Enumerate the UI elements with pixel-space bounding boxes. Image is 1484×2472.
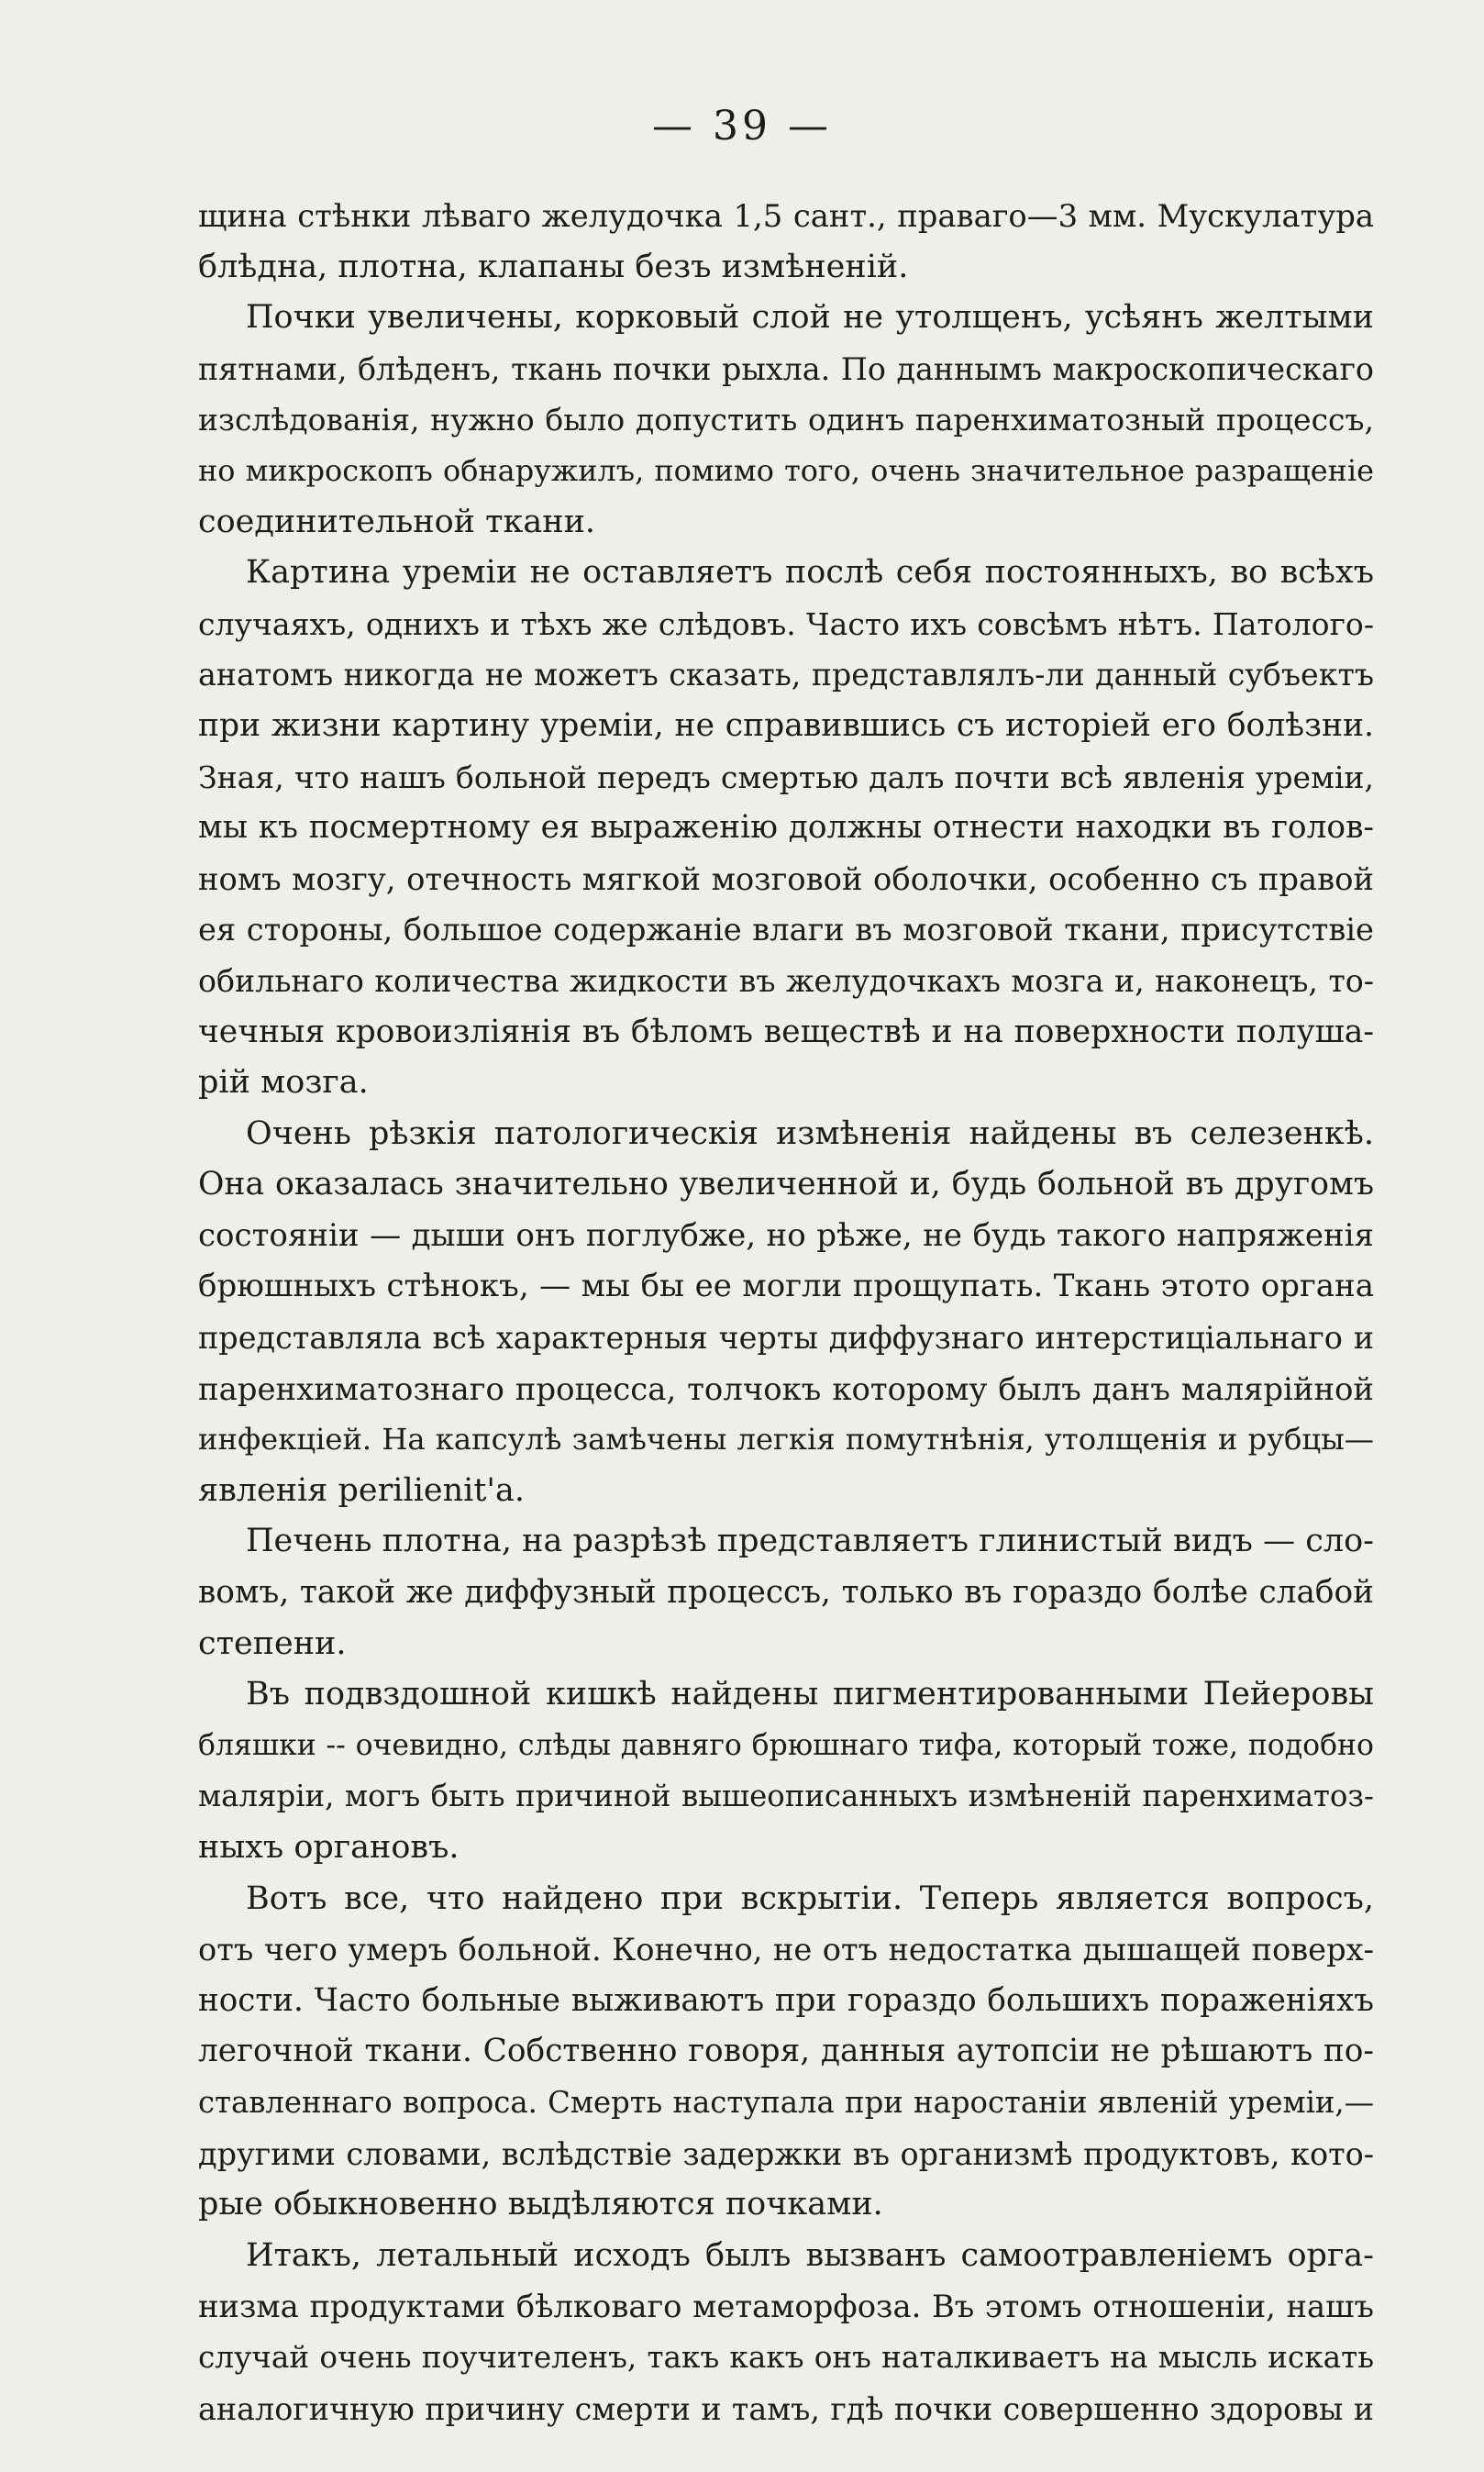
text-line: Печень плотна, на разрѣзѣ представляетъ глинистый видъ — сло- <box>246 1523 1374 1560</box>
text-line: степени. <box>198 1624 347 1662</box>
text-line: Зная, что нашъ больной передъ смертью далъ почти всѣ явленія уреміи, <box>198 759 1374 795</box>
text-line: бляшки -- очевидно, слѣды давняго брюшнаго тифа, который тоже, подобно <box>198 1728 1374 1762</box>
text-line: случаяхъ, однихъ и тѣхъ же слѣдовъ. Часто ихъ совсѣмъ нѣтъ. Патолого- <box>198 605 1374 642</box>
text-line: паренхиматознаго процесса, толчокъ которому былъ данъ малярійной <box>198 1370 1374 1407</box>
text-line: пятнами, блѣденъ, ткань почки рыхла. По даннымъ макроскопическаго <box>198 350 1374 387</box>
text-line: представляла всѣ характерныя черты диффузнаго интерстиціальнаго и <box>198 1320 1374 1357</box>
text-line: рые обыкновенно выдѣляются почками. <box>198 2186 883 2223</box>
paragraph <box>198 293 1374 548</box>
text-line: легочной ткани. Собственно говоря, данныя аутопсіи не рѣшаютъ по- <box>198 2033 1374 2070</box>
text-line: случай очень поучителенъ, такъ какъ онъ наталкиваетъ на мысль искать <box>198 2339 1374 2375</box>
text-line: низма продуктами бѣлковаго метаморфоза. Въ этомъ отношеніи, нашъ <box>198 2289 1374 2325</box>
text-line: анатомъ никогда не можетъ сказать, представлялъ-ли данный субъектъ <box>198 657 1374 693</box>
text-line: обильнаго количества жидкости въ желудочкахъ мозга и, наконецъ, то- <box>198 962 1374 999</box>
paragraph <box>198 1516 1374 1669</box>
text-line: другими словами, вслѣдствіе задержки въ организмѣ продуктовъ, кото- <box>198 2135 1374 2172</box>
text-line: при жизни картину уреміи, не справившись съ исторіей его болѣзни. <box>198 706 1374 744</box>
paragraph <box>198 2231 1374 2434</box>
paragraph <box>198 191 1374 293</box>
text-line: вомъ, такой же диффузный процессъ, только въ гораздо болѣе слабой <box>198 1574 1374 1612</box>
body-text <box>198 191 1374 2434</box>
paragraph <box>198 1874 1374 2231</box>
text-line: ности. Часто больные выживаютъ при гораздо большихъ пораженіяхъ <box>198 1981 1374 2019</box>
text-line: изслѣдованія, нужно было допустить одинъ паренхиматозный процессъ, <box>198 402 1374 438</box>
text-line: рій мозга. <box>198 1064 369 1102</box>
text-line: Вотъ все, что найдено при вскрытіи. Теперь является вопросъ, <box>246 1879 1374 1917</box>
text-line: Въ подвздошной кишкѣ найдены пигментированными Пейеровы <box>246 1676 1374 1713</box>
paragraph <box>198 1669 1374 1873</box>
text-line: отъ чего умеръ больной. Конечно, не отъ недостатка дышащей поверх- <box>198 1932 1374 1968</box>
text-line: соединительной ткани. <box>198 503 596 540</box>
text-line: блѣдна, плотна, клапаны безъ измѣненій. <box>198 248 909 285</box>
text-line: чечныя кровоизліянія въ бѣломъ веществѣ и на поверхности полуша- <box>198 1013 1374 1050</box>
page-number: — 39 — <box>652 103 832 150</box>
text-line: номъ мозгу, отечность мягкой мозговой оболочки, особенно съ правой <box>198 860 1374 897</box>
text-line: аналогичную причину смерти и тамъ, гдѣ почки совершенно здоровы и <box>198 2390 1374 2427</box>
text-line: состояніи — дыши онъ поглубже, но рѣже, не будь такого напряженія <box>198 1216 1374 1254</box>
text-line: ныхъ органовъ. <box>198 1829 460 1866</box>
text-line: брюшныхъ стѣнокъ, — мы бы ее могли прощупать. Ткань этото органа <box>198 1268 1374 1305</box>
text-line: Итакъ, летальный исходъ былъ вызванъ самоотравленіемъ орга- <box>246 2236 1374 2274</box>
text-line: но микроскопъ обнаружилъ, помимо того, очень значительное разращеніе <box>198 452 1374 488</box>
paragraph <box>198 1109 1374 1517</box>
text-line: маляріи, могъ быть причиной вышеописанныхъ измѣненій паренхиматоз- <box>198 1779 1374 1814</box>
text-line: ставленнаго вопроса. Смерть наступала при наростаніи явленій уреміи,— <box>198 2084 1374 2120</box>
text-line: Почки увеличены, корковый слой не утолщенъ, усѣянъ желтыми <box>246 299 1374 337</box>
text-line: Картина уреміи не оставляетъ послѣ себя постоянныхъ, во всѣхъ <box>246 554 1374 592</box>
text-line: ея стороны, большое содержаніе влаги въ мозговой ткани, присутствіе <box>198 912 1374 948</box>
text-line: мы къ посмертному ея выраженію должны отнести находки въ голов- <box>198 809 1374 847</box>
text-line: щина стѣнки лѣваго желудочка 1,5 сант., праваго—3 мм. Мускулатура <box>198 198 1374 234</box>
text-line: Она оказалась значительно увеличенной и, будь больной въ другомъ <box>198 1166 1374 1203</box>
text-line: инфекціей. На капсулѣ замѣчены легкія помутнѣнія, утолщенія и рубцы— <box>198 1422 1374 1458</box>
text-line: Очень рѣзкія патологическія измѣненія найдены въ селезенкѣ. <box>246 1114 1374 1152</box>
text-line: явленія perilienit'a. <box>198 1471 526 1509</box>
paragraph <box>198 548 1374 1109</box>
